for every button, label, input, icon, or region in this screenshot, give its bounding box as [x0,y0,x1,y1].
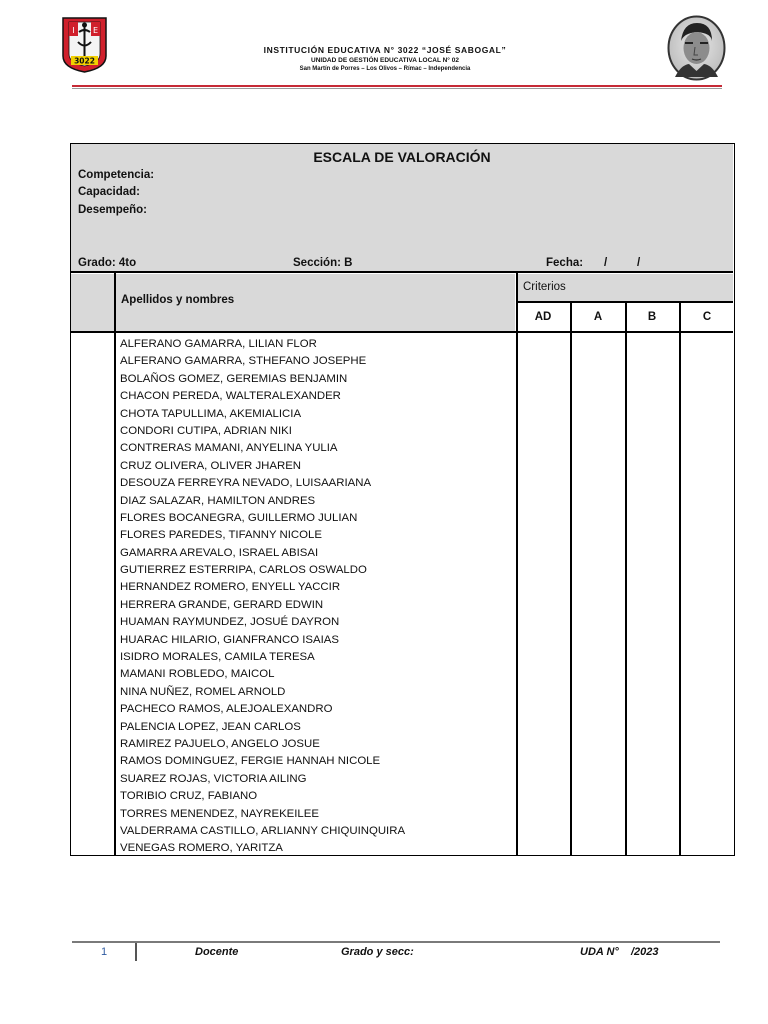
footer-separator [135,943,137,961]
student-name: CRUZ OLIVERA, OLIVER JHAREN [120,459,302,472]
criteria-b: B [647,311,657,323]
student-name: TORIBIO CRUZ, FABIANO [120,790,258,803]
institution-name: INSTITUCIÓN EDUCATIVA N° 3022 “JOSÉ SABOGAL” [263,45,507,55]
student-name: RAMIREZ PAJUELO, ANGELO JOSUE [120,737,320,750]
footer-uda: UDA N° [580,946,619,958]
student-name: BOLAÑOS GOMEZ, GEREMIAS BENJAMIN [120,372,348,385]
student-name: FLORES BOCANEGRA, GUILLERMO JULIAN [120,511,358,524]
student-name: FLORES PAREDES, TIFANNY NICOLE [120,529,322,542]
logo-letter-e: E [92,26,99,35]
apellidos-header: Apellidos y nombres [121,294,235,306]
footer-docente: Docente [195,946,239,958]
student-name: TORRES MENENDEZ, NAYREKEILEE [120,807,319,820]
student-name: CONTRERAS MAMANI, ANYELINA YULIA [120,442,338,455]
table-col-divider-b [679,302,681,855]
student-name: ALFERANO GAMARRA, LILIAN FLOR [120,338,317,350]
criteria-ad: AD [534,311,552,323]
student-name: HERRERA GRANDE, GERARD EDWIN [120,598,324,611]
fecha-slash-1: / [604,257,608,269]
student-name: NINA NUÑEZ, ROMEL ARNOLD [120,685,286,698]
competencia-label: Competencia: [78,169,155,181]
seccion-value: Sección: B [293,257,353,269]
student-name: DESOUZA FERREYRA NEVADO, LUISAARIANA [120,477,372,490]
fecha-slash-2: / [637,257,641,269]
student-name: MAMANI ROBLEDO, MAICOL [120,668,275,681]
criteria-a: A [593,311,603,323]
student-name: ISIDRO MORALES, CAMILA TERESA [120,651,315,664]
number-column-header [71,274,114,332]
table-col-divider-number [114,272,116,855]
student-name: ALFERANO GAMARRA, STHEFANO JOSEPHE [120,355,367,368]
page-number: 1 [101,946,108,958]
student-name: DIAZ SALAZAR, HAMILTON ANDRES [120,494,316,507]
assessment-scale-table [70,143,735,856]
criteria-c: C [702,311,712,323]
table-title: ESCALA DE VALORACIÓN [313,149,491,165]
institution-header [160,46,610,72]
table-rule-header [71,331,733,333]
desempeno-label: Desempeño: [78,204,148,216]
header-divider-shadow [72,88,722,89]
student-list [120,336,405,858]
student-name: PALENCIA LOPEZ, JEAN CARLOS [120,720,301,733]
capacidad-label: Capacidad: [78,186,140,198]
table-col-divider-a [625,302,627,855]
student-name: HUARAC HILARIO, GIANFRANCO ISAIAS [120,633,339,646]
fecha-label: Fecha: [546,257,584,269]
districts-line: San Martín de Porres – Los Olivos – Rímac – Independencia [299,66,471,72]
table-col-divider-ad [570,302,572,855]
student-name: GUTIERREZ ESTERRIPA, CARLOS OSWALDO [120,564,367,577]
student-name: CHOTA TAPULLIMA, AKEMIALICIA [120,407,302,420]
logo-letter-i: I [72,26,75,35]
ugel-name: UNIDAD DE GESTIÓN EDUCATIVA LOCAL N° 02 [311,56,459,64]
portrait-image [667,15,726,81]
student-name: RAMOS DOMINGUEZ, FERGIE HANNAH NICOLE [120,755,381,768]
footer-divider [72,941,720,943]
student-name: GAMARRA AREVALO, ISRAEL ABISAI [120,546,319,559]
student-name: HERNANDEZ ROMERO, ENYELL YACCIR [120,581,341,594]
footer-year: /2023 [631,946,659,958]
student-name: SUAREZ ROJAS, VICTORIA AILING [120,772,307,785]
student-name: VENEGAS ROMERO, YARITZA [120,842,283,855]
student-name: CONDORI CUTIPA, ADRIAN NIKI [120,424,292,437]
table-col-divider-names [516,272,518,855]
footer-grado-secc: Grado y secc: [341,946,414,958]
student-name: PACHECO RAMOS, ALEJOALEXANDRO [120,703,333,716]
table-rule-info [71,271,733,273]
student-name: CHACON PEREDA, WALTERALEXANDER [120,390,341,403]
school-logo [61,16,108,73]
student-name: VALDERRAMA CASTILLO, ARLIANNY CHIQUINQUIRA [120,824,406,837]
logo-number: 3022 [74,56,95,66]
grado-value: Grado: 4to [78,257,137,269]
criterios-header: Criterios [523,281,566,293]
header-divider [72,85,722,87]
student-name: HUAMAN RAYMUNDEZ, JOSUÉ DAYRON [120,616,340,629]
